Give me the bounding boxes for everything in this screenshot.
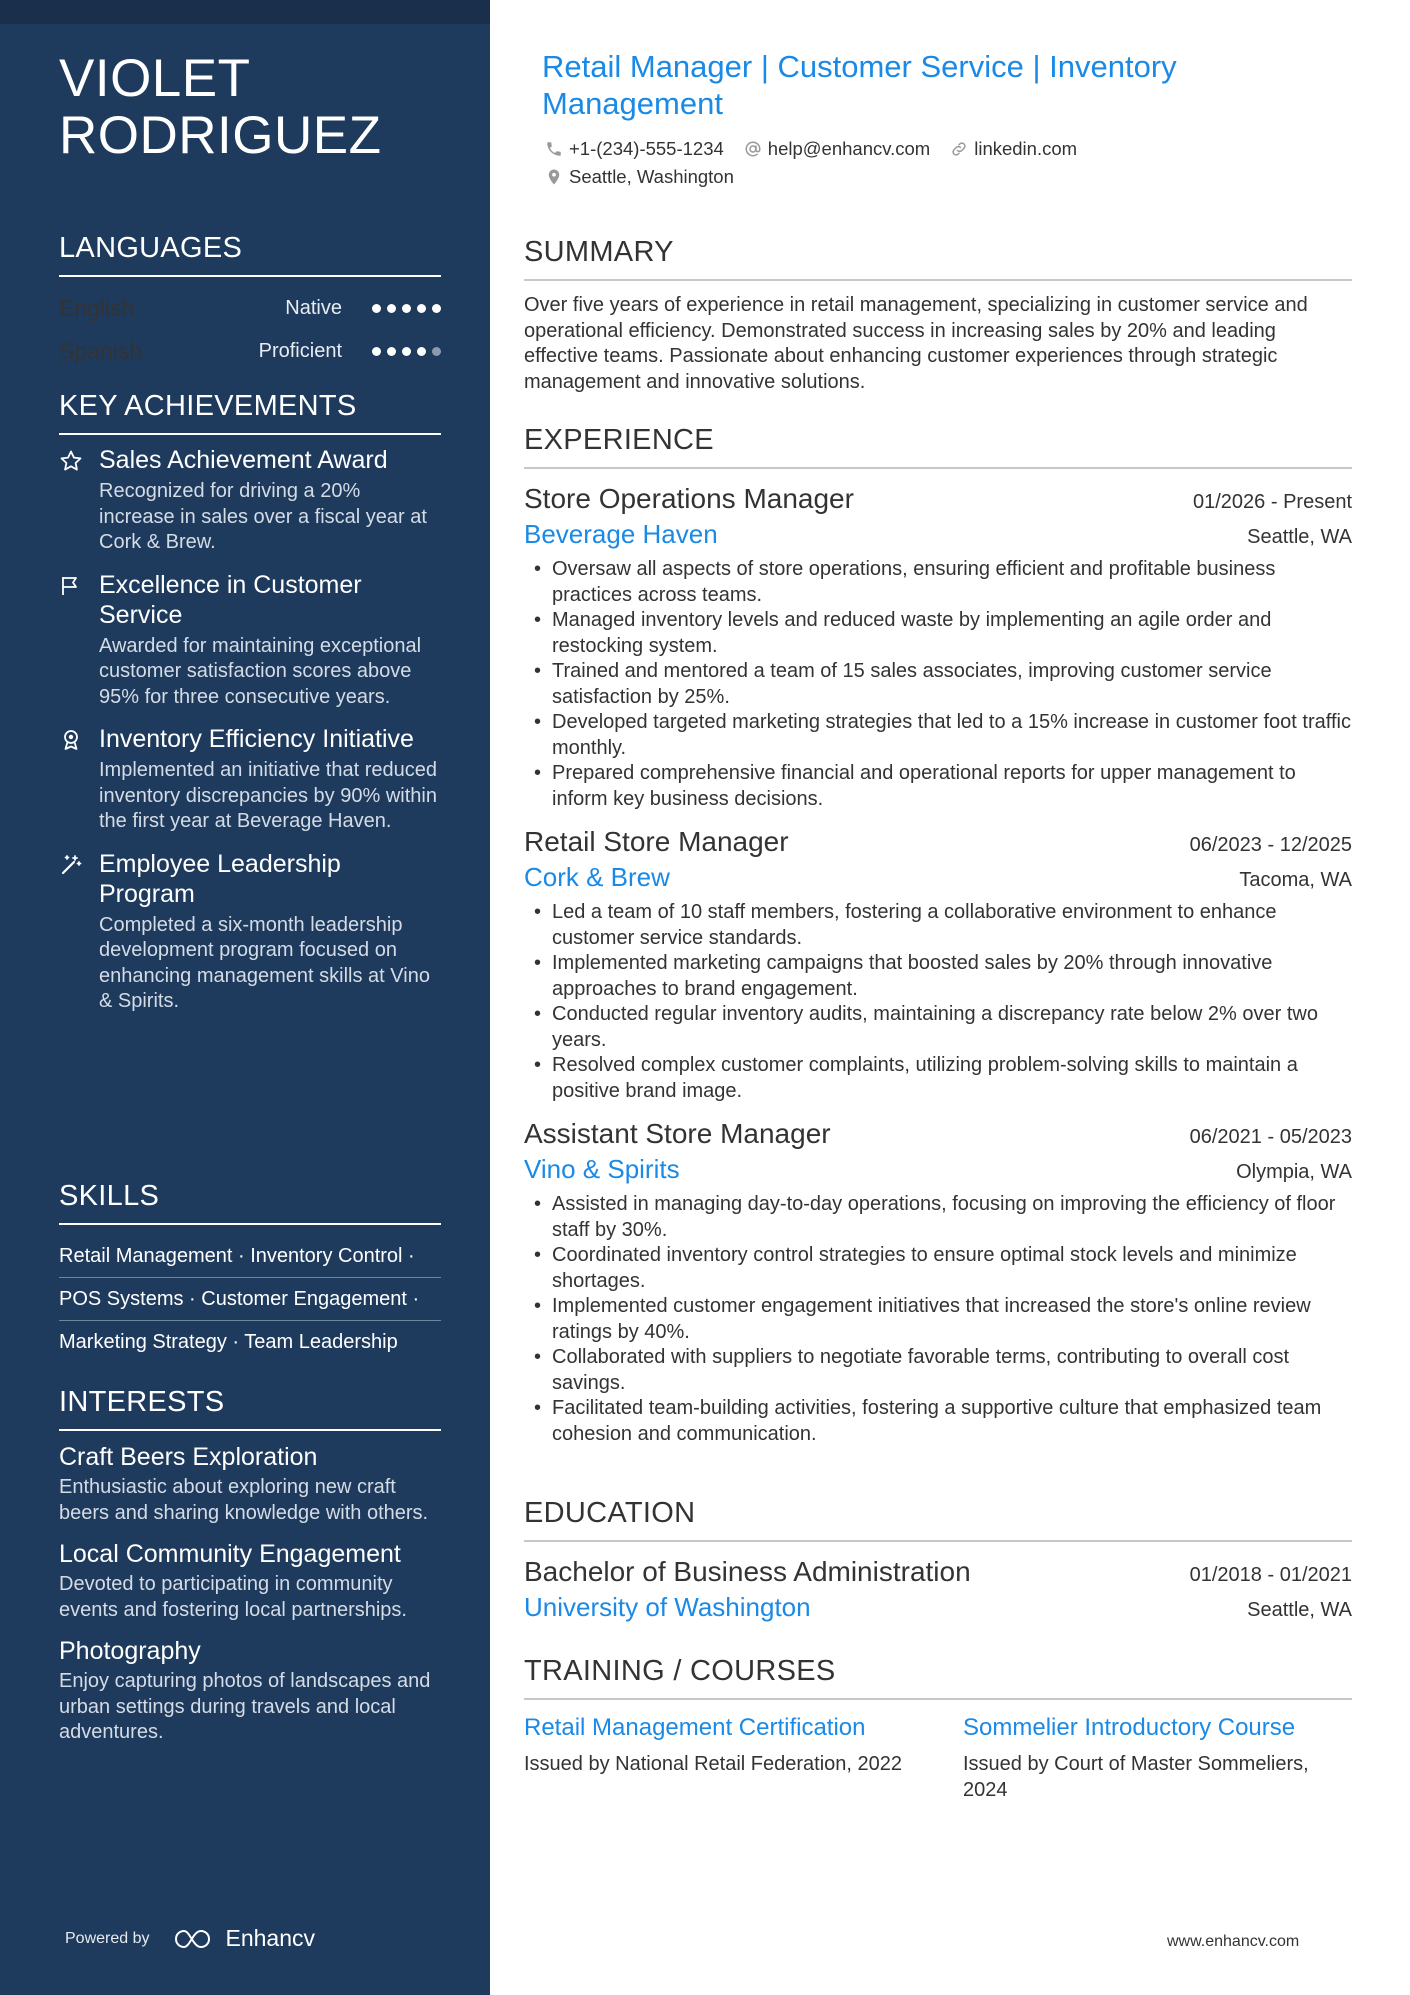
job-bullet: • Assisted in managing day-to-day operations, focusing on improving the efficiency of floor staff by 30%.	[524, 1192, 1352, 1243]
person-name: VIOLET RODRIGUEZ	[59, 49, 382, 165]
training-title[interactable]: Sommelier Introductory Course	[963, 1714, 1296, 1741]
enhancv-logo[interactable]	[172, 1925, 316, 1952]
footer-website[interactable]: www.enhancv.com	[1167, 1933, 1300, 1950]
training-heading: TRAINING / COURSES	[524, 1655, 1352, 1700]
job-bullet: • Managed inventory levels and reduced waste by implementing an agile order and restocking system.	[524, 608, 1352, 659]
training-section	[524, 1655, 1352, 1803]
job-bullet: • Facilitated team-building activities, fostering a supportive culture that emphasized team cohesion and communication.	[524, 1396, 1352, 1447]
language-rating	[372, 347, 441, 356]
interests-heading: INTERESTS	[59, 1386, 441, 1431]
job-location: Seattle, WA	[1247, 526, 1352, 548]
enhancv-logo-icon	[172, 1927, 218, 1951]
languages-section	[59, 232, 441, 373]
job-bullet: • Oversaw all aspects of store operations, ensuring efficient and profitable business practices across teams.	[524, 557, 1352, 608]
interest-title: Local Community Engagement	[59, 1540, 401, 1568]
training-item	[963, 1712, 1352, 1803]
job-bullet: • Conducted regular inventory audits, maintaining a discrepancy rate below 2% over two years.	[524, 1002, 1352, 1053]
skills-line: Retail Management · Inventory Control ·	[59, 1235, 441, 1278]
contact-email[interactable]	[744, 138, 930, 160]
phone-text: +1-(234)-555-1234	[569, 138, 724, 159]
interest-desc: Enjoy capturing photos of landscapes and urban settings during travels and local adventures.	[59, 1670, 431, 1743]
job-bullet: • Trained and mentored a team of 15 sales associates, improving customer service satisfaction by 25%.	[524, 659, 1352, 710]
at-icon	[744, 140, 762, 158]
contact-info	[545, 135, 1345, 191]
interest-desc: Enthusiastic about exploring new craft beers and sharing knowledge with others.	[59, 1476, 429, 1524]
wand-icon	[59, 849, 99, 1015]
training-title[interactable]: Retail Management Certification	[524, 1714, 866, 1741]
achievement-desc: Implemented an initiative that reduced inventory discrepancies by 90% within the first year at Beverage Haven.	[99, 759, 437, 832]
phone-icon	[545, 140, 563, 158]
achievement-item	[59, 570, 441, 711]
school[interactable]: University of Washington	[524, 1592, 811, 1622]
job-company[interactable]: Beverage Haven	[524, 519, 718, 549]
job-bullet: • Led a team of 10 staff members, fostering a collaborative environment to enhance customer service standards.	[524, 900, 1352, 951]
skills-line: POS Systems · Customer Engagement ·	[59, 1278, 441, 1321]
achievement-desc: Completed a six-month leadership development program focused on enhancing management skills at Vino & Spirits.	[99, 913, 430, 1012]
job-location: Tacoma, WA	[1239, 869, 1352, 891]
interest-title: Craft Beers Exploration	[59, 1443, 318, 1471]
achievement-title: Inventory Efficiency Initiative	[99, 725, 414, 753]
star-icon	[59, 445, 99, 556]
education-heading: EDUCATION	[524, 1497, 1352, 1542]
achievement-item	[59, 724, 441, 835]
powered-by	[65, 1925, 315, 1952]
email-text: help@enhancv.com	[767, 138, 931, 159]
job-role: Retail Store Manager	[524, 826, 789, 857]
languages-heading: LANGUAGES	[59, 232, 441, 277]
achievements-section	[59, 390, 441, 1029]
achievement-title: Employee Leadership Program	[99, 849, 341, 908]
degree: Bachelor of Business Administration	[524, 1556, 971, 1587]
experience-section	[524, 424, 1352, 1447]
interest-item	[59, 1538, 441, 1623]
job-dates: 06/2023 - 12/2025	[1189, 834, 1352, 856]
training-item	[524, 1712, 913, 1803]
powered-by-label: Powered by	[65, 1929, 150, 1947]
job-bullet: • Prepared comprehensive financial and operational reports for upper management to inform key business decisions.	[524, 761, 1352, 812]
job-company[interactable]: Vino & Spirits	[524, 1154, 680, 1184]
job-title-headline: Retail Manager | Customer Service | Inventory Management	[542, 49, 1177, 121]
job-entry	[524, 824, 1352, 1104]
summary-section	[524, 236, 1352, 395]
job-role: Store Operations Manager	[524, 483, 854, 514]
job-bullet: • Implemented marketing campaigns that boosted sales by 20% through innovative approaches to brand engagement.	[524, 951, 1352, 1002]
job-bullet: • Resolved complex customer complaints, utilizing problem-solving skills to maintain a positive brand image.	[524, 1053, 1352, 1104]
contact-linkedin[interactable]	[950, 138, 1077, 160]
language-item	[59, 330, 441, 373]
linkedin-text: linkedin.com	[974, 138, 1078, 159]
job-dates: 01/2026 - Present	[1193, 491, 1352, 513]
job-company[interactable]: Cork & Brew	[524, 862, 670, 892]
language-name: Spanish	[59, 338, 143, 364]
contact-phone[interactable]	[545, 138, 724, 160]
language-level: Native	[285, 297, 342, 319]
job-entry	[524, 481, 1352, 812]
language-item	[59, 287, 441, 330]
job-bullets	[524, 557, 1352, 812]
job-bullet: • Developed targeted marketing strategies that led to a 15% increase in customer foot traffic monthly.	[524, 710, 1352, 761]
job-role: Assistant Store Manager	[524, 1118, 831, 1149]
job-dates: 06/2021 - 05/2023	[1189, 1126, 1352, 1148]
language-rating	[372, 304, 441, 313]
job-bullet: • Implemented customer engagement initiatives that increased the store's online review ratings by 40%.	[524, 1294, 1352, 1345]
job-bullet: • Coordinated inventory control strategies to ensure optimal stock levels and minimize shortages.	[524, 1243, 1352, 1294]
summary-text: Over five years of experience in retail management, specializing in customer service and operational efficiency. Demonstrated success in increasing sales by 20% and leading effective teams. Passionate about enhancing customer experiences through strategic management and innovative solutions.	[524, 294, 1308, 393]
flag-icon	[59, 570, 99, 711]
achievement-desc: Awarded for maintaining exceptional customer satisfaction scores above 95% for three consecutive years.	[99, 634, 422, 708]
interest-desc: Devoted to participating in community events and fostering local partnerships.	[59, 1573, 407, 1621]
language-name: English	[59, 295, 135, 321]
achievement-item	[59, 445, 441, 556]
interest-item	[59, 1635, 441, 1746]
achievement-desc: Recognized for driving a 20% increase in sales over a fiscal year at Cork & Brew.	[99, 480, 427, 553]
interest-item	[59, 1441, 441, 1526]
sidebar-top-stripe	[0, 0, 490, 24]
location-text: Seattle, Washington	[569, 166, 734, 187]
link-icon	[950, 140, 968, 158]
location-pin-icon	[545, 168, 563, 186]
education-section	[524, 1497, 1352, 1624]
achievement-title: Excellence in Customer Service	[99, 570, 362, 629]
training-desc: Issued by National Retail Federation, 2022	[524, 1753, 903, 1775]
achievements-heading: KEY ACHIEVEMENTS	[59, 390, 441, 435]
interest-title: Photography	[59, 1637, 201, 1665]
experience-heading: EXPERIENCE	[524, 424, 1352, 469]
achievement-title: Sales Achievement Award	[99, 446, 388, 474]
job-bullet: • Collaborated with suppliers to negotiate favorable terms, contributing to overall cost savings.	[524, 1345, 1352, 1396]
interests-section	[59, 1386, 441, 1758]
education-dates: 01/2018 - 01/2021	[1189, 1564, 1352, 1586]
summary-heading: SUMMARY	[524, 236, 1352, 281]
language-level: Proficient	[258, 340, 342, 362]
job-bullets	[524, 1192, 1352, 1447]
enhancv-brand: Enhancv	[225, 1925, 316, 1951]
job-entry	[524, 1116, 1352, 1447]
education-location: Seattle, WA	[1247, 1599, 1352, 1621]
achievement-item	[59, 849, 441, 1015]
job-location: Olympia, WA	[1236, 1161, 1352, 1183]
skills-line: Marketing Strategy · Team Leadership	[59, 1331, 398, 1353]
skills-section	[59, 1180, 441, 1363]
skills-heading: SKILLS	[59, 1180, 441, 1225]
job-bullets	[524, 900, 1352, 1104]
medal-icon	[59, 724, 99, 835]
training-desc: Issued by Court of Master Sommeliers, 2024	[963, 1753, 1309, 1801]
contact-location	[545, 166, 734, 188]
